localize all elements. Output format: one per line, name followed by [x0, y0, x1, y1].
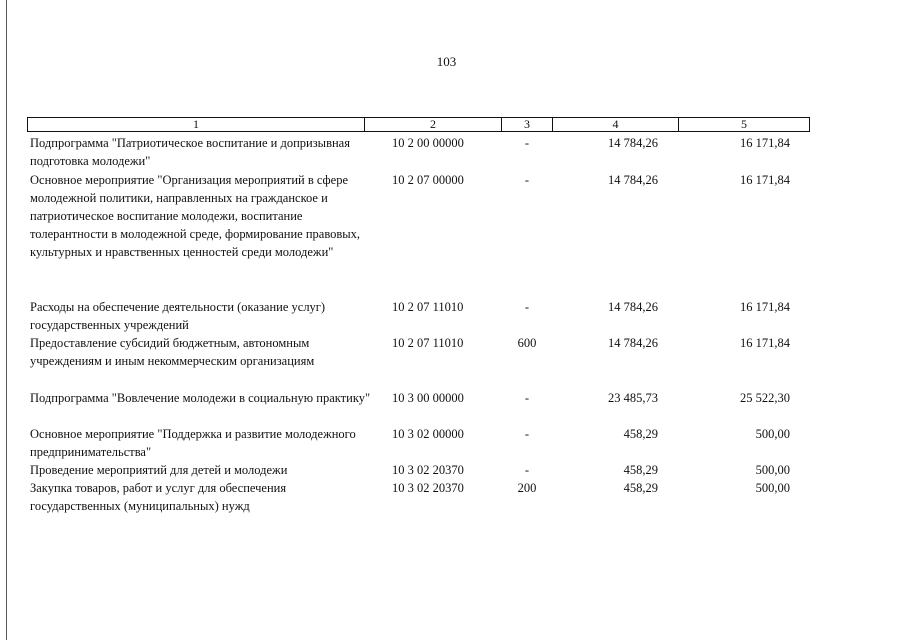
header-col-4: 4 [552, 118, 678, 131]
table-header [27, 117, 810, 132]
page-number: 103 [436, 54, 457, 69]
header-col-3: 3 [501, 118, 552, 131]
page-left-edge [6, 0, 7, 640]
row-code: 10 3 02 00000 [392, 427, 464, 441]
row-name: Основное мероприятие "Поддержка и развитие молодежного предпринимательства" [30, 427, 356, 459]
row-value-col5: 16 171,84 [740, 336, 790, 350]
row-value-col4: 14 784,26 [608, 336, 658, 350]
row-value-col5: 16 171,84 [740, 173, 790, 187]
row-value-col4: 23 485,73 [608, 391, 658, 405]
row-type: 200 [517, 481, 537, 495]
row-name: Подпрограмма "Вовлечение молодежи в социальную практику" [30, 391, 371, 405]
row-value-col4: 14 784,26 [608, 173, 658, 187]
row-value-col5: 500,00 [755, 481, 790, 495]
row-code: 10 3 00 00000 [392, 391, 464, 405]
row-code: 10 2 07 11010 [392, 336, 464, 350]
header-col-5: 5 [678, 118, 809, 131]
row-value-col5: 500,00 [755, 427, 790, 441]
header-col-1: 1 [193, 117, 199, 131]
row-name: Основное мероприятие "Организация мероприятий в сфере молодежной политики, направленных на гражданское и патриотическое воспитание молодежи, воспитание толерантности в молодежной среде, формирование правовых, культурных и нравственных ценностей среди молодежи" [30, 173, 361, 259]
row-name: Предоставление субсидий бюджетным, автономным учреждениям и иным некоммерческим организациям [30, 336, 315, 368]
row-code: 10 2 07 00000 [392, 173, 464, 187]
row-value-col5: 16 171,84 [740, 136, 790, 150]
row-code: 10 3 02 20370 [392, 481, 464, 495]
row-value-col4: 14 784,26 [608, 136, 658, 150]
header-col-2: 2 [364, 118, 501, 131]
row-type: - [524, 427, 530, 441]
row-value-col5: 25 522,30 [740, 391, 790, 405]
row-type: 600 [517, 336, 537, 350]
row-value-col5: 16 171,84 [740, 300, 790, 314]
row-type: - [524, 391, 530, 405]
row-name: Проведение мероприятий для детей и молодежи [30, 463, 288, 477]
row-code: 10 3 02 20370 [392, 463, 464, 477]
row-name: Подпрограмма "Патриотическое воспитание и допризывная подготовка молодежи" [30, 136, 350, 168]
row-value-col4: 458,29 [623, 481, 658, 495]
row-value-col4: 458,29 [623, 463, 658, 477]
row-code: 10 2 00 00000 [392, 136, 464, 150]
row-name: Расходы на обеспечение деятельности (оказание услуг) государственных учреждений [30, 300, 326, 332]
row-name: Закупка товаров, работ и услуг для обеспечения государственных (муниципальных) нужд [30, 481, 287, 513]
row-type: - [524, 136, 530, 150]
row-value-col4: 458,29 [623, 427, 658, 441]
row-type: - [524, 463, 530, 477]
row-value-col5: 500,00 [755, 463, 790, 477]
row-code: 10 2 07 11010 [392, 300, 464, 314]
row-value-col4: 14 784,26 [608, 300, 658, 314]
row-type: - [524, 173, 530, 187]
row-type: - [524, 300, 530, 314]
